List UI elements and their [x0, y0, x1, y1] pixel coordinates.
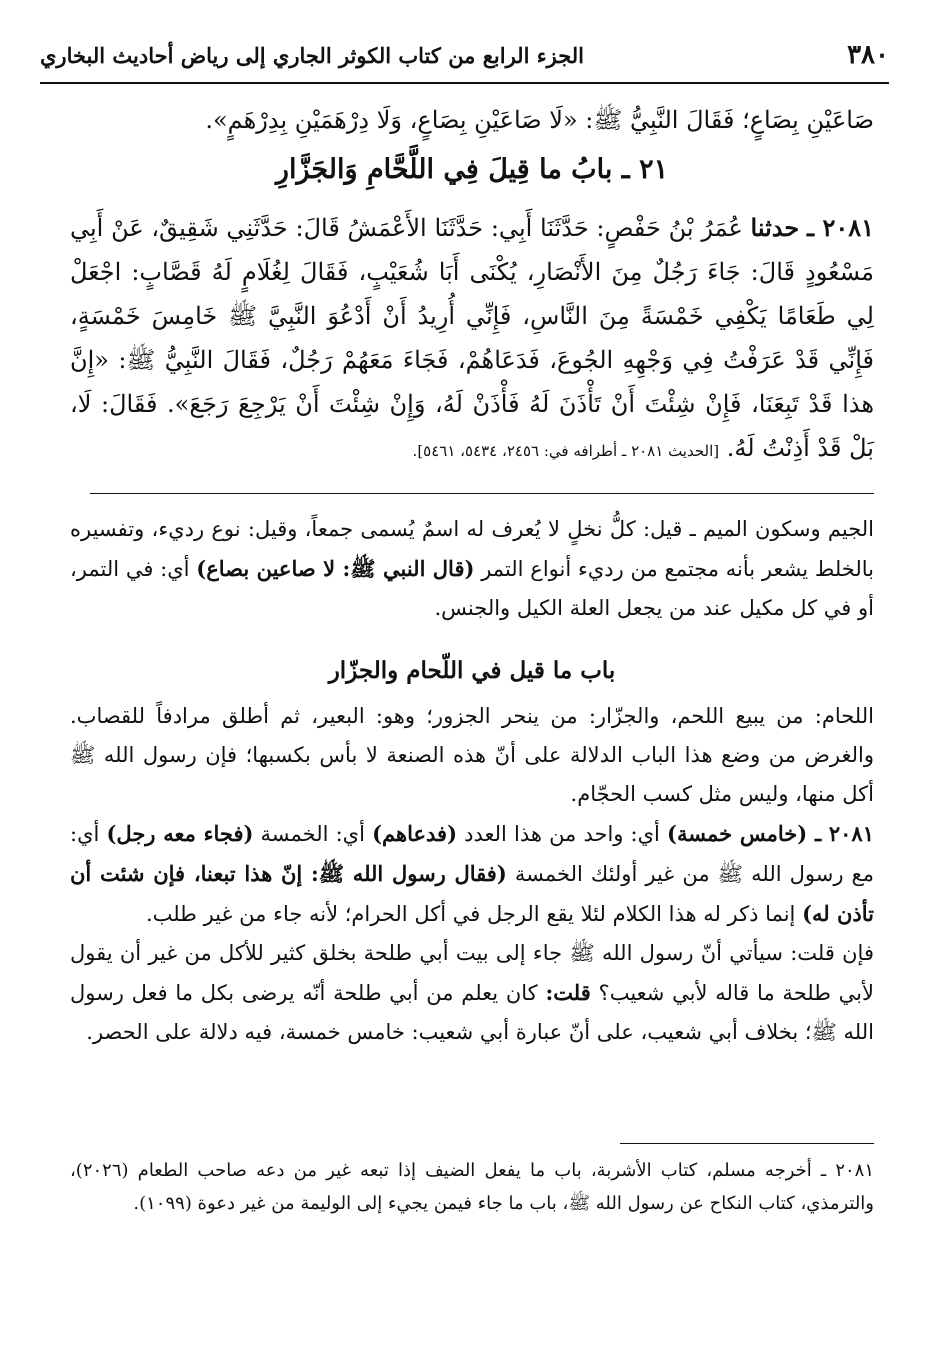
para2-text-2: أي: الخمسة: [253, 822, 373, 846]
commentary-body: [70, 697, 874, 1052]
page-number: ٣٨٠: [847, 40, 889, 70]
hadith-block: [70, 206, 874, 473]
chapter-title: ٢١ ـ بابُ ما قِيلَ فِي اللَّحَّامِ وَالجَزَّارِ: [275, 154, 669, 185]
hadith-paragraph: [70, 206, 874, 473]
para3-text-1: فإن قلت: سيأتي أنّ رسول الله ﷺ جاء إلى بيت أبي طلحة بخلق كثير للأكل من غير أن يقول لأبي طلحة ما قاله لأبي شعيب؟: [70, 941, 874, 1005]
chapter-heading: [70, 148, 874, 192]
hadith-number: ٢٠٨١ ـ: [806, 213, 874, 242]
commentary-intro-paragraph: [70, 510, 874, 628]
para2-bold-1: ٢٠٨١ ـ (خامس خمسة): [667, 821, 874, 846]
hadith-narrator: حدثنا: [750, 213, 800, 242]
para2-bold-4: (فقال رسول الله ﷺ: إنّ هذا تبعنا، فإن شئت أن تأذن له): [70, 861, 874, 926]
footnote-rule: [620, 1143, 874, 1144]
para2-text-4: إنما ذكر له هذا الكلام لئلا يقع الرجل في أكل الحرام؛ لأنه جاء من غير طلب.: [145, 902, 803, 926]
page-header: [40, 30, 889, 80]
hadith-text: عُمَرُ بْنُ حَفْصٍ: حَدَّثَنَا أَبِي: حَدَّثَنَا الأَعْمَشُ قَالَ: حَدَّثَنِي شَقِيقٌ، عَنْ أَبِي مَسْعُودٍ قَالَ: جَاءَ رَجُلٌ مِنَ الأَنْصَارِ، يُكْنَى أَبَا شُعَيْبٍ، فَقَالَ لِغُلَامٍ لَهُ قَصَّابٍ: اجْعَلْ لِي طَعَامًا يَكْفِي خَمْسَةً مِنَ النَّاسِ، فَإِنِّي أُرِيدُ أَنْ أَدْعُوَ النَّبِيَّ ﷺ خَامِسَ خَمْسَةٍ، فَإِنِّي قَدْ عَرَفْتُ فِي وَجْهِهِ الجُوعَ، فَدَعَاهُمْ، فَجَاءَ مَعَهُمْ رَجُلٌ، فَقَالَ النَّبِيُّ ﷺ: «إِنَّ هذا قَدْ تَبِعَنَا، فَإِنْ شِئْتَ أَنْ تَأْذَنَ لَهُ فَأْذَنْ لَهُ، وَإِنْ شِئْتَ أَنْ يَرْجِعَ رَجَعَ». فَقَالَ: لَا، بَلْ قَدْ أَذِنْتُ لَهُ.: [70, 214, 874, 462]
para2-text-3: أي: مع رسول الله ﷺ من غير أولئك الخمسة: [70, 822, 874, 886]
para2-bold-2: (فدعاهم): [372, 821, 458, 846]
footnote: ٢٠٨١ ـ أخرجه مسلم، كتاب الأشربة، باب ما يفعل الضيف إذا تبعه غير من دعه صاحب الطعام (٢٠٢٦)، والترمذي، كتاب النكاح عن رسول الله ﷺ، باب ما جاء فيمن يجيء إلى الوليمة من غير دعوة (١٠٩٩).: [70, 1160, 874, 1214]
commentary-para-1: اللحام: من يبيع اللحم، والجزّار: من ينحر الجزور؛ وهو: البعير، ثم أطلق مرادفاً للقصاب. والغرض من وضع هذا الباب الدلالة على أنّ هذه الصنعة لا بأس بكسبها؛ فإن رسول الله ﷺ أكل منها، وليس مثل كسب الحجّام.: [70, 704, 874, 806]
para2-text-1: أي: واحد من هذا العدد: [457, 822, 668, 846]
commentary-para-2: [70, 814, 874, 934]
commentary-para-3: [70, 934, 874, 1052]
commentary-intro: [70, 510, 874, 628]
continued-hadith-text: [70, 98, 874, 142]
header-rule: [40, 82, 889, 84]
commentary-heading: [70, 650, 874, 692]
para3-bold-1: قلت:: [545, 980, 591, 1005]
hadith-reference: [الحديث ٢٠٨١ ـ أطرافه في: ٢٤٥٦، ٥٤٣٤، ٥٤٦١].: [412, 442, 720, 460]
top-text: صَاعَيْنِ بِصَاعٍ؛ فَقَالَ النَّبِيُّ ﷺ: «لَا صَاعَيْنِ بِصَاعٍ، وَلَا دِرْهَمَيْنِ بِدِرْهَمٍ».: [205, 106, 874, 134]
intro-text-2: أي: في التمر، أو في كل مكيل عند من يجعل العلة الكيل والجنس.: [70, 557, 874, 620]
commentary-title: باب ما قيل في اللّحام والجزّار: [328, 657, 616, 684]
para3-text-2: كان يعلم من أبي طلحة أنّه يرضى بكل ما فعل رسول الله ﷺ؛ بخلاف أبي شعيب، على أنّ عبارة أبي شعيب: خامس خمسة، فيه دلالة على الحصر.: [70, 981, 874, 1044]
section-divider: [90, 493, 874, 494]
para2-bold-3: (فجاء معه رجل): [106, 821, 254, 846]
intro-text-1: الجيم وسكون الميم ـ قيل: كلُّ نخلٍ لا يُعرف له اسمٌ يُسمى جمعاً، وقيل: نوع رديء، وتفسيره بالخلط يشعر بأنه مجتمع من رديء أنواع التمر: [70, 517, 874, 581]
running-title: الجزء الرابع من كتاب الكوثر الجاري إلى رياض أحاديث البخاري: [40, 42, 584, 68]
intro-bold-1: (قال النبي ﷺ: لا صاعين بصاع): [196, 556, 475, 581]
